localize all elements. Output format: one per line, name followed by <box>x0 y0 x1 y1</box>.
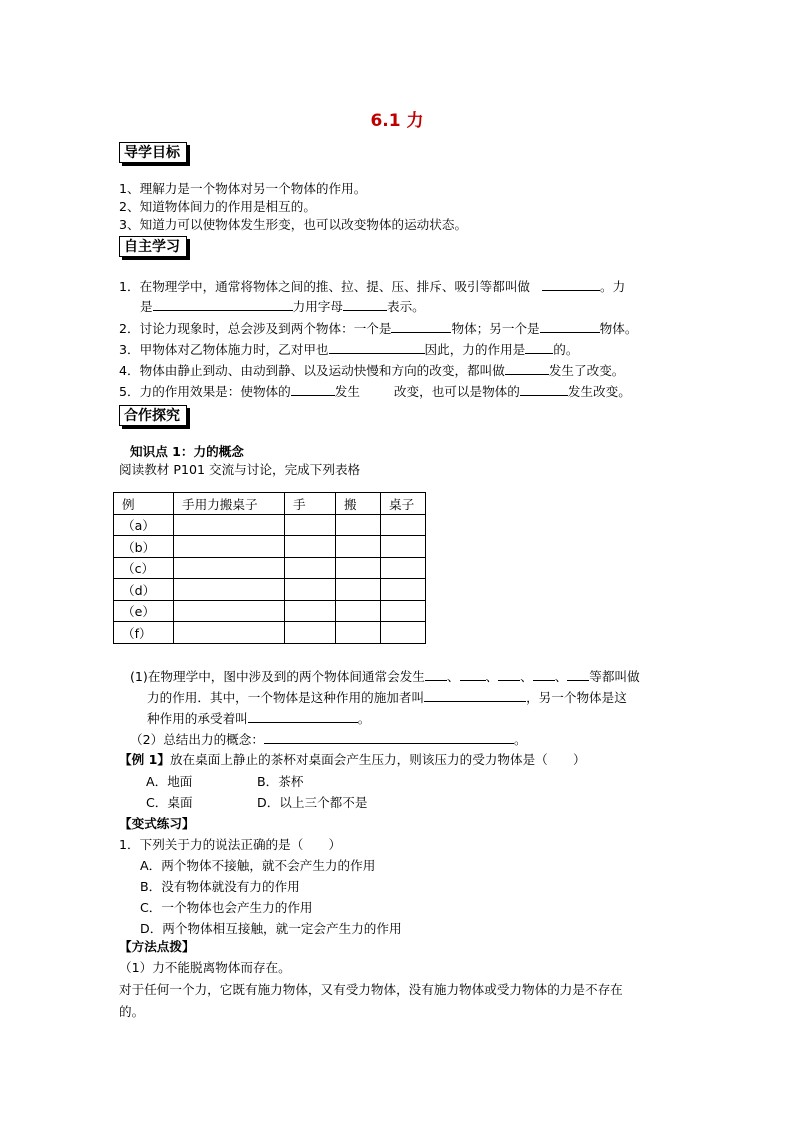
p1-text-e: 种作用的承受着叫 <box>147 711 248 726</box>
q3-text-b: 因此，力的作用是 <box>424 342 526 357</box>
row-label: （f） <box>114 622 174 644</box>
table-row <box>114 622 426 644</box>
q1-text-c: 是 <box>140 299 153 314</box>
q3-blank-2[interactable] <box>525 341 553 354</box>
table-cell[interactable] <box>174 600 285 622</box>
row-label: （b） <box>114 536 174 558</box>
table-cell[interactable] <box>174 536 285 558</box>
q5-text-b: 发生 <box>334 384 360 399</box>
variant-question: 1．下列关于力的说法正确的是（ ） <box>119 837 342 852</box>
table-cell[interactable] <box>285 579 336 601</box>
p1-blank[interactable] <box>498 668 520 681</box>
table-cell[interactable] <box>336 579 381 601</box>
q2-text-c: 物体。 <box>599 321 638 336</box>
q1-text: 1．在物理学中，通常将物体之间的推、拉、提、压、排斥、吸引等都叫做 <box>119 279 531 294</box>
q5-text-a: 5．力的作用效果是：使物体的 <box>119 384 291 399</box>
variant-label: 【变式练习】 <box>119 816 195 831</box>
example1-question <box>119 751 586 769</box>
variant-option-a[interactable]: A．两个物体不接触，就不会产生力的作用 <box>140 858 376 873</box>
table-cell[interactable] <box>336 600 381 622</box>
method-paragraph-end: 的。 <box>119 1004 145 1019</box>
p2-text-a: （2）总结出力的概念： <box>130 732 264 747</box>
variant-option-d[interactable]: D．两个物体相互接触，就一定会产生力的作用 <box>140 921 402 936</box>
p1-blank[interactable] <box>533 668 555 681</box>
q1-blank-2[interactable] <box>153 298 293 311</box>
p2-blank[interactable] <box>264 731 514 744</box>
q1-blank-3[interactable] <box>343 298 387 311</box>
row-label: （a） <box>114 514 174 536</box>
p1-blank[interactable] <box>460 668 486 681</box>
table-cell[interactable] <box>174 622 285 644</box>
table-cell[interactable] <box>336 536 381 558</box>
table-cell[interactable] <box>381 622 426 644</box>
goal-1: 1、理解力是一个物体对另一个物体的作用。 <box>119 181 367 196</box>
table-cell[interactable] <box>174 557 285 579</box>
q1-text-d: 力用字母 <box>292 299 343 314</box>
table-cell[interactable] <box>285 600 336 622</box>
goal-3: 3、知道力可以使物体发生形变，也可以改变物体的运动状态。 <box>119 217 468 232</box>
table-cell[interactable] <box>285 536 336 558</box>
p1-text-f: 。 <box>357 711 371 726</box>
example1-option-c[interactable]: C．桌面 <box>146 795 193 810</box>
table-cell[interactable] <box>174 579 285 601</box>
table-cell[interactable] <box>381 514 426 536</box>
table-cell[interactable] <box>285 514 336 536</box>
p1-blank[interactable] <box>567 668 589 681</box>
example-table <box>113 492 426 644</box>
example1-option-a[interactable]: A．地面 <box>146 774 193 789</box>
sep: 、 <box>520 669 533 684</box>
p2-text-b: 。 <box>513 732 527 747</box>
method-label: 【方法点拨】 <box>119 939 195 954</box>
q5-text-d: 发生改变。 <box>567 384 631 399</box>
variant-option-b[interactable]: B．没有物体就没有力的作用 <box>140 879 300 894</box>
example1-label: 【例 1】 <box>119 752 170 767</box>
q4-blank-1[interactable] <box>505 362 549 375</box>
p1-text-a: (1)在物理学中，图中涉及到的两个物体间通常会发生 <box>130 669 425 684</box>
example1-option-d[interactable]: D．以上三个都不是 <box>257 795 368 810</box>
method-paragraph: 对于任何一个力，它既有施力物体，又有受力物体，没有施力物体或受力物体的力是不存在 <box>119 982 623 997</box>
p1-blank-receiver[interactable] <box>248 710 358 723</box>
table-header: 手用力搬桌子 <box>174 493 285 515</box>
example1-text: 放在桌面上静止的茶杯对桌面会产生压力，则该压力的受力物体是（ ） <box>169 752 586 767</box>
p1-text-d: ，另一个物体是这 <box>526 690 627 705</box>
after-q1-line1 <box>130 668 640 686</box>
after-q1-line2 <box>147 689 627 707</box>
section-cooperative: 合作探究 <box>119 405 187 426</box>
table-row <box>114 536 426 558</box>
table-row <box>114 579 426 601</box>
p1-blank[interactable] <box>425 668 447 681</box>
p1-text-c: 力的作用．其中，一个物体是这种作用的施加者叫 <box>147 690 425 705</box>
table-cell[interactable] <box>336 622 381 644</box>
section-guide-goals: 导学目标 <box>119 142 187 163</box>
self-study-q5 <box>119 383 631 401</box>
sep: 、 <box>446 669 460 684</box>
table-cell[interactable] <box>381 600 426 622</box>
table-header: 桌子 <box>381 493 426 515</box>
q1-text-end: 。力 <box>600 279 626 294</box>
method-point-1: （1）力不能脱离物体而存在。 <box>119 960 291 975</box>
q5-text-c: 改变，也可以是物体的 <box>393 384 520 399</box>
table-cell[interactable] <box>285 622 336 644</box>
q3-text-c: 的。 <box>553 342 579 357</box>
table-cell[interactable] <box>381 557 426 579</box>
page-title: 6.1 力 <box>370 111 424 131</box>
q4-text-b: 发生了改变。 <box>548 363 625 378</box>
table-row <box>114 600 426 622</box>
sep: 、 <box>485 669 499 684</box>
p1-blank-doer[interactable] <box>424 689 526 702</box>
row-label: （e） <box>114 600 174 622</box>
q5-blank-2[interactable] <box>520 383 568 396</box>
row-label: （d） <box>114 579 174 601</box>
goal-2: 2、知道物体间力的作用是相互的。 <box>119 199 316 214</box>
table-cell[interactable] <box>381 536 426 558</box>
q3-blank-1[interactable] <box>329 341 425 354</box>
self-study-q1-cont <box>140 298 425 316</box>
after-q1-line3 <box>147 710 370 728</box>
table-cell[interactable] <box>336 557 381 579</box>
q1-blank-1[interactable] <box>542 278 600 291</box>
table-row <box>114 557 426 579</box>
table-cell[interactable] <box>336 514 381 536</box>
knowledge-heading: 知识点 1：力的概念 <box>130 444 244 459</box>
p1-text-b: 等都叫做 <box>589 669 640 684</box>
self-study-q3 <box>119 341 578 359</box>
table-header: 手 <box>285 493 336 515</box>
table-cell[interactable] <box>381 579 426 601</box>
table-cell[interactable] <box>285 557 336 579</box>
q2-text-a: 2．讨论力现象时，总会涉及到两个物体：一个是 <box>119 321 392 336</box>
q2-blank-1[interactable] <box>391 320 451 333</box>
self-study-q1 <box>119 278 625 296</box>
row-label: （c） <box>114 557 174 579</box>
q1-text-e: 表示。 <box>386 299 425 314</box>
q4-text-a: 4．物体由静止到动、由动到静、以及运动快慢和方向的改变，都叫做 <box>119 363 505 378</box>
q3-text-a: 3．甲物体对乙物体施力时，乙对甲也 <box>119 342 329 357</box>
table-cell[interactable] <box>174 514 285 536</box>
q5-blank-1[interactable] <box>291 383 335 396</box>
after-q2 <box>130 731 527 749</box>
table-row <box>114 514 426 536</box>
q2-text-b: 物体；另一个是 <box>451 321 540 336</box>
variant-option-c[interactable]: C．一个物体也会产生力的作用 <box>140 900 313 915</box>
sep: 、 <box>554 669 568 684</box>
self-study-q2 <box>119 320 637 338</box>
table-header-row <box>114 493 426 515</box>
self-study-q4 <box>119 362 624 380</box>
table-header: 例 <box>114 493 174 515</box>
example1-option-b[interactable]: B．茶杯 <box>257 774 304 789</box>
knowledge-instruction: 阅读教材 P101 交流与讨论，完成下列表格 <box>119 462 361 477</box>
section-self-study: 自主学习 <box>119 236 187 257</box>
q2-blank-2[interactable] <box>540 320 600 333</box>
table-header: 搬 <box>336 493 381 515</box>
